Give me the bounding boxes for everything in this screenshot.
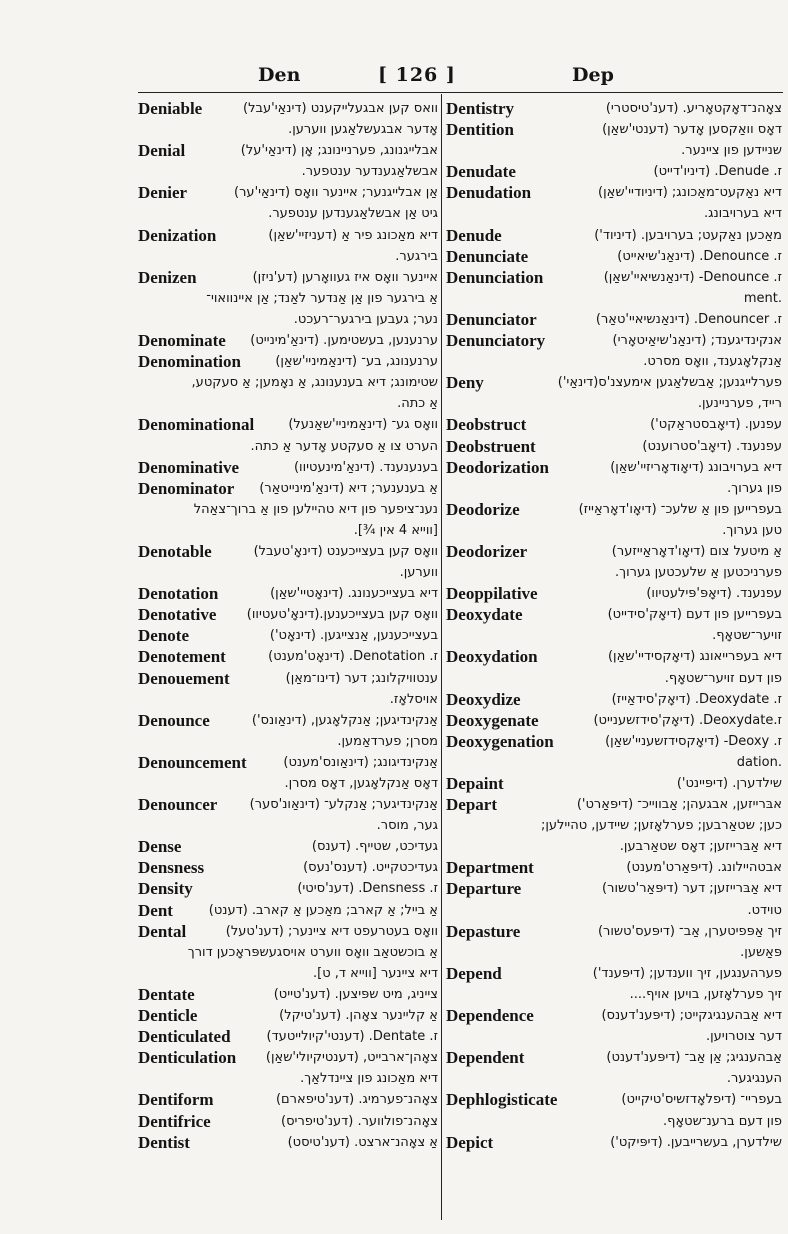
definition-text: בעפריי־ (דיפלאָדזשיס'טיקייט) [621, 1092, 782, 1108]
definition-text: וואָס גע־ (דינאַמיניי'שאַנעל) [288, 417, 438, 433]
definition-continuation: נער; געבען בירגער־רעכט. [293, 311, 438, 327]
headword: Denouement [138, 668, 230, 688]
headword: Denotation [138, 584, 219, 604]
dictionary-line [446, 246, 782, 267]
definition-text: צאָהן־ארבייט, (דענטיקיולי'שאַן) [265, 1050, 438, 1066]
definition-text: ז. Denotation. (דינאָט'מענט) [268, 649, 438, 665]
dictionary-line [446, 1026, 782, 1047]
dictionary-line [138, 836, 438, 857]
dictionary-line [138, 984, 438, 1005]
definition-text: זיך אַפּפיטערן, אַב־ (דיפּעס'טשור) [597, 923, 782, 939]
definition-continuation: אבשלאַגענדער ענטפער. [301, 164, 438, 180]
definition-text: ז. Densness. (דענ'סיטי) [297, 881, 438, 897]
dictionary-line [138, 182, 438, 203]
headword: Denote [138, 626, 189, 646]
definition-continuation: פערניכטען אַ שלעכטען גערוך. [615, 565, 782, 581]
headword: Dentistry [446, 99, 514, 118]
definition-text: בעפרייען פון דעם (דיאָק'סידייט) [607, 607, 782, 623]
definition-continuation: זויער־שטאָף. [712, 628, 782, 644]
dictionary-line [446, 1047, 782, 1068]
definition-text: וואס קען אבגעלייקענט (דינאַי'עבל) [243, 101, 438, 116]
definition-text: אבטהיילונג. (דיפּאַרט'מענט) [626, 860, 782, 876]
headword: Depaint [446, 774, 504, 793]
dictionary-line [138, 1132, 438, 1153]
definition-continuation: דיא ציינער [ווייא ד, ט]. [313, 965, 438, 981]
definition-continuation: דיא מאַכונג פון ציינדלאַך. [300, 1071, 438, 1087]
dictionary-line [446, 1111, 782, 1132]
dictionary-line [446, 98, 782, 119]
definition-text: אבלייגנונג, פערניינונג; אָן (דינאַי'על) [240, 143, 438, 159]
headword: Denudate [446, 162, 516, 182]
headword: Deodorize [446, 499, 520, 519]
dictionary-line [446, 393, 782, 414]
headword: Dentition [446, 120, 514, 140]
dictionary-line [446, 942, 782, 963]
dictionary-line [138, 372, 438, 393]
dictionary-line [138, 393, 438, 414]
definition-text: דיא בעצייכענונג. (דינאָטיי'שאַן) [270, 586, 438, 602]
headword: Dependence [446, 1006, 534, 1026]
headword: Deodorizer [446, 541, 528, 561]
dictionary-line [138, 1111, 438, 1132]
dictionary-line [138, 520, 438, 541]
headword: Depasture [446, 921, 521, 941]
headword: Denticulation [138, 1048, 237, 1068]
headword: Densness [138, 858, 205, 878]
definition-text: צאָהנ־פולווער. (דענ'טיפריס) [281, 1113, 438, 1129]
definition-continuation: dation. [736, 754, 782, 770]
definition-text: עפנען. (דיאָבסטראַקט') [650, 417, 782, 433]
dictionary-line [138, 1047, 438, 1068]
headword: Denominator [138, 478, 235, 498]
definition-text: אַ בענענער; דיא (דינאַ'מינייטאַר) [259, 480, 438, 496]
dictionary-line [138, 541, 438, 562]
dictionary-line [138, 351, 438, 372]
definition-text: געדיכטקייט. (דענס'נעס) [303, 860, 438, 876]
dictionary-line [138, 499, 438, 520]
definition-text: אַנקינדיגער; אַנקלע־ (דינאַונ'סער) [249, 797, 438, 813]
headword: Deodorization [446, 457, 549, 477]
dictionary-line [138, 731, 438, 752]
headword: Deoxygenation [446, 731, 554, 751]
headword: Dentiform [138, 1090, 214, 1110]
dictionary-line [446, 562, 782, 583]
definition-continuation: פון גערוך. [727, 480, 782, 496]
headword: Dental [138, 921, 187, 941]
headword: Dentifrice [138, 1111, 211, 1131]
dictionary-line [446, 499, 782, 520]
definition-text: אַ צאָהנ־ארצט. (דענ'טיסט) [287, 1134, 438, 1150]
dictionary-line [138, 161, 438, 182]
definition-text: בעפרייען פון אַ שלעכ־ (דיאָו'דאָראַייז) [578, 501, 782, 517]
dictionary-line [446, 878, 782, 899]
definition-text: שילדערן. (דיפּיינט') [676, 776, 782, 791]
definition-continuation: אַ בוכשטאַב וואָס ווערט אויסגעשפּראָכען דורך [187, 944, 438, 960]
dictionary-line [138, 119, 438, 140]
dictionary-line [138, 203, 438, 224]
definition-continuation: אַ כתה. [397, 396, 438, 412]
definition-text: שילדערן, בעשרייבען. (דיפּיקט') [610, 1134, 782, 1150]
definition-text: איינער וואָס איז געוואָרען (דע'ניזן) [252, 269, 438, 285]
dictionary-line [446, 520, 782, 541]
dictionary-line [446, 1089, 782, 1110]
dictionary-line [446, 414, 782, 435]
headword: Dense [138, 837, 182, 857]
definition-continuation: פון דעם ברענ־שטאָף. [663, 1113, 782, 1129]
dictionary-line [138, 815, 438, 836]
definition-continuation: שניידען פון ציינער. [681, 143, 782, 159]
dictionary-line [138, 288, 438, 309]
definition-continuation: אָדער אבגעשלאַגען ווערען. [288, 122, 438, 138]
definition-continuation: ווערען. [399, 565, 438, 581]
dictionary-line [446, 225, 782, 246]
definition-continuation: דיא בערויבונג. [703, 206, 782, 222]
definition-continuation: [ווייא 4 אין ¾]. [353, 522, 438, 538]
dictionary-line [138, 267, 438, 288]
headword: Dentist [138, 1132, 190, 1152]
definition-continuation: טען גערוך. [722, 522, 782, 538]
headword: Dent [138, 900, 173, 920]
definition-text: עפנענד. (דיאָפּ'פּילעטיוו) [646, 586, 782, 602]
dictionary-line [446, 478, 782, 499]
dictionary-line [138, 773, 438, 794]
definition-continuation: כען; שטאַרבען; פערלאָזען; שיידען, טהיילען; [540, 818, 782, 834]
headword: Denunciation [446, 267, 544, 287]
headword: Deobstruct [446, 415, 527, 435]
dictionary-line [138, 1026, 438, 1047]
dictionary-line [138, 562, 438, 583]
headword: Denude [446, 225, 502, 245]
definition-text: אַן אבלייגנער; איינער וואָס (דינאַי'ער) [234, 185, 438, 201]
dictionary-line [446, 140, 782, 161]
definition-text: מאַכען נאַקעט; בערויבען. (דיניוד') [594, 227, 782, 243]
dictionary-line [446, 794, 782, 815]
headword: Denomination [138, 352, 241, 372]
definition-text: ערנענונג, בע־ (דינאַמיניי'שאַן) [275, 354, 438, 370]
dictionary-line [138, 857, 438, 878]
dictionary-line [138, 414, 438, 435]
headword: Deny [446, 373, 484, 393]
dictionary-line [138, 246, 438, 267]
headword: Depart [446, 795, 497, 815]
dictionary-line [446, 119, 782, 140]
dictionary-line [138, 583, 438, 604]
dictionary-line [446, 689, 782, 710]
headword: Depend [446, 963, 502, 983]
dictionary-line [446, 1068, 782, 1089]
definition-text: ז. Denude. (דיניו'דייט) [653, 164, 782, 180]
definition-text: ז. Denouncer. (דינאַנשיאיי'טאַר) [595, 311, 782, 327]
header-right-guideword: Dep [572, 64, 614, 86]
definition-continuation: זיך פערלאָזען, בויען אויף.... [629, 986, 782, 1002]
headword: Deoxydation [446, 647, 538, 667]
dictionary-line [138, 140, 438, 161]
definition-continuation: טוידט. [747, 902, 782, 918]
dictionary-line [138, 330, 438, 351]
dictionary-line [446, 288, 782, 309]
dictionary-line [446, 710, 782, 731]
definition-text: געדיכט, שטייף. (דענס) [311, 839, 438, 855]
definition-text: צאָהנ־פערמיג. (דענ'טיפארם) [275, 1092, 438, 1108]
definition-text: ז. Deoxy- (דיאָקסידזשעניי'שאַן) [605, 733, 782, 749]
headword: Department [446, 858, 534, 878]
definition-text: דיא אַבּרייזען; דער (דיפּאַר'טשור) [602, 881, 782, 897]
dictionary-line [138, 478, 438, 499]
headword: Deniable [138, 99, 203, 118]
definition-text: ערנענען, בעשטימען. (דינאַ'מינייט) [250, 333, 438, 349]
definition-text: ז. Deoxydate. (דיאָק'סידאַייז) [611, 691, 782, 707]
dictionary-line [446, 815, 782, 836]
dictionary-line [138, 1068, 438, 1089]
dictionary-line [138, 646, 438, 667]
dictionary-line [138, 942, 438, 963]
definition-continuation: דיא אַבּרייזען; דאָס שטאַרבען. [619, 839, 782, 855]
headword: Dependent [446, 1048, 525, 1068]
right-column [446, 98, 782, 1218]
headword: Denization [138, 225, 217, 245]
dictionary-line [138, 98, 438, 119]
left-column [138, 98, 438, 1218]
definition-continuation: גער, מוסר. [376, 818, 438, 834]
definition-continuation: דאָס אַנקלאָגען, דאָס מסרן. [284, 776, 438, 791]
headword: Deobstruent [446, 436, 536, 456]
definition-text: דאָס וואַקסען אָדער (דענטי'שאַן) [602, 122, 782, 138]
definition-text: ז. Denounce- (דינאַנשיאיי'שאַן) [603, 269, 782, 285]
definition-continuation: הערט צו אַ סעקטע אָדער אַ כתה. [250, 438, 438, 454]
definition-text: עפנענד. (דיאָב'סטרוענט) [642, 438, 782, 454]
dictionary-line [446, 984, 782, 1005]
dictionary-line [446, 773, 782, 794]
definition-text: אבּרייזען, אבגעהן; אַבווייכ־ (דיפּאַרט') [576, 797, 782, 813]
headword: Depict [446, 1132, 494, 1152]
dictionary-line [446, 161, 782, 182]
definition-continuation: בירגער. [395, 248, 438, 264]
dictionary-line [446, 351, 782, 372]
definition-text: פערלייגנען; אַבשלאַגען אימעצנ'ס(דינאַי') [557, 375, 782, 391]
dictionary-line [446, 267, 782, 288]
definition-continuation: ment. [743, 290, 782, 306]
definition-text: דיא אַבהענגיגקייט; (דיפּענ'דענס) [601, 1008, 782, 1024]
dictionary-line [446, 604, 782, 625]
definition-continuation: אַנקלאָגענד, וואָס מסרט. [643, 354, 782, 370]
headword: Denudation [446, 183, 532, 203]
definition-text: ז.Deoxydate. (דיאָק'סידזשענייט) [593, 712, 782, 728]
definition-continuation: מסרן; פערדאַמען. [337, 733, 438, 749]
headword: Deoxygenate [446, 710, 539, 730]
headword: Denouncement [138, 752, 247, 772]
dictionary-line [138, 878, 438, 899]
definition-text: דיא בעפרייאונג (דיאָקסידיי'שאַן) [607, 649, 782, 665]
dictionary-line [446, 900, 782, 921]
headword: Denunciate [446, 246, 529, 266]
dictionary-line [138, 921, 438, 942]
definition-text: פערהענגען, זיך ווענדען; (דיפּענד') [592, 965, 782, 981]
definition-continuation: רייד, פערניינען. [697, 396, 782, 412]
headword: Denominative [138, 457, 240, 477]
headword: Denominate [138, 331, 226, 351]
definition-text: ז. Denounce. (דינאַנ'שיאייט) [617, 248, 782, 264]
column-divider [441, 94, 442, 1220]
dictionary-line [446, 963, 782, 984]
definition-text: דיא מאַכונג פיר אַ (דעניזיי'שאַן) [268, 227, 438, 243]
headword: Denunciator [446, 309, 537, 329]
dictionary-line [138, 689, 438, 710]
headword: Denotement [138, 647, 226, 667]
dictionary-line [446, 1132, 782, 1153]
definition-text: ענטוויקלונג; דער (דינו־מאַן) [285, 670, 438, 686]
dictionary-line [138, 963, 438, 984]
headword: Dentate [138, 984, 195, 1004]
definition-text: וואָס קען בעצייכענט (דינאָ'טעבל) [253, 543, 438, 559]
definition-continuation: נענ־ציפער פון דיא טהיילען פון אַ ברוך־צאַהל [193, 501, 438, 517]
dictionary-line [446, 583, 782, 604]
headword: Departure [446, 879, 522, 899]
dictionary-line [138, 668, 438, 689]
header-left-guideword: Den [258, 64, 301, 86]
dictionary-line [446, 457, 782, 478]
definition-continuation: הענגיגער. [726, 1071, 782, 1087]
dictionary-line [446, 731, 782, 752]
headword: Density [138, 879, 193, 899]
definition-text: צאָהנ־דאָקטאָריע. (דענ'טיסטרי) [605, 101, 782, 116]
page-header [0, 64, 788, 92]
dictionary-line [446, 182, 782, 203]
headword: Denticle [138, 1006, 198, 1026]
dictionary-line [446, 836, 782, 857]
dictionary-line [446, 857, 782, 878]
dictionary-line [138, 752, 438, 773]
dictionary-line [446, 921, 782, 942]
definition-text: בענענענד. (דינאַ'מינעטיוו) [293, 459, 438, 475]
dictionary-line [446, 646, 782, 667]
headword: Denial [138, 141, 186, 161]
dictionary-line [446, 372, 782, 393]
dictionary-line [138, 309, 438, 330]
dictionary-line [138, 604, 438, 625]
headword: Denounce [138, 710, 210, 730]
definition-text: אַ בייל; אַ קארב; מאַכען אַ קארב. (דענט) [208, 902, 438, 918]
definition-text: וואָס קען בעצייכענען.(דינאָ'טעטיוו) [246, 607, 438, 623]
dictionary-line [138, 1005, 438, 1026]
headword: Denominational [138, 415, 255, 435]
definition-text: אַנקינדיגען; אַנקלאָגען, (דינאַונס') [251, 712, 438, 728]
dictionary-line [138, 457, 438, 478]
definition-text: וואָס בעטרעפט דיא ציינער; (דענ'טעל) [225, 923, 438, 939]
headword: Denotable [138, 541, 212, 561]
dictionary-line [138, 794, 438, 815]
definition-text: אַבהענגיג; אַן אַב־ (דיפּענ'דענט) [606, 1050, 782, 1066]
headword: Denotative [138, 605, 217, 625]
header-rule [138, 92, 783, 93]
headword: Deoppilative [446, 584, 538, 604]
dictionary-line [446, 203, 782, 224]
dictionary-line [446, 1005, 782, 1026]
dictionary-line [446, 752, 782, 773]
dictionary-line [138, 625, 438, 646]
definition-continuation: גיט אַן אבשלאַגענדען ענטפער. [268, 206, 438, 222]
definition-continuation: דער צוטרויען. [706, 1029, 782, 1045]
dictionary-line [446, 668, 782, 689]
definition-text: בעצייכענען, אַנצייגען. (דינאָט') [269, 628, 438, 644]
definition-text: אַנקינדיגונג; (דינאַונס'מענט) [283, 754, 438, 770]
definition-text: דיא נאַקעט־מאַכונג; (דיניודיי'שאַן) [598, 185, 782, 201]
headword: Deoxydize [446, 689, 521, 709]
dictionary-line [446, 436, 782, 457]
definition-continuation: פון דעם זויער־שטאָף. [664, 670, 782, 686]
headword: Denunciatory [446, 331, 546, 351]
definition-continuation: פּאַשען. [740, 944, 782, 960]
dictionary-line [138, 710, 438, 731]
definition-text: דיא בערויבונג (דיאָודאָריזיי'שאַן) [610, 459, 782, 475]
headword: Denticulated [138, 1027, 231, 1047]
dictionary-line [138, 225, 438, 246]
dictionary-line [138, 436, 438, 457]
definition-text: צייניג, מיט שפּיצען. (דענ'טייט) [273, 986, 438, 1002]
dictionary-line [446, 309, 782, 330]
dictionary-line [446, 625, 782, 646]
headword: Denizen [138, 267, 197, 287]
dictionary-line [138, 1089, 438, 1110]
dictionary-line [446, 541, 782, 562]
definition-text: ז. Dentate. (דענטי'קיולייטעד) [266, 1029, 438, 1045]
definition-continuation: אויסלאָז. [389, 691, 438, 707]
definition-text: אנקינדיגענד; (דינאַנ'שיאַיטאָרי) [612, 333, 782, 349]
definition-text: אַ קליינער צאָהן. (דענ'טיקל) [279, 1008, 438, 1024]
definition-text: אַ מיטעל צום (דיאָו'דאָראַייזער) [611, 543, 782, 559]
dictionary-line [138, 900, 438, 921]
headword: Denier [138, 183, 188, 203]
page-number: [ 126 ] [378, 64, 456, 86]
headword: Deoxydate [446, 605, 523, 625]
definition-continuation: אַ בירגער פון אַן אַנדער לאַנד; אַן איינוואוי־ [206, 290, 438, 306]
definition-continuation: שטימונג; דיא בענענונג, אַ נאָמען; אַ סעקטע, [191, 375, 438, 391]
headword: Denouncer [138, 795, 218, 815]
dictionary-line [446, 330, 782, 351]
headword: Dephlogisticate [446, 1090, 558, 1110]
